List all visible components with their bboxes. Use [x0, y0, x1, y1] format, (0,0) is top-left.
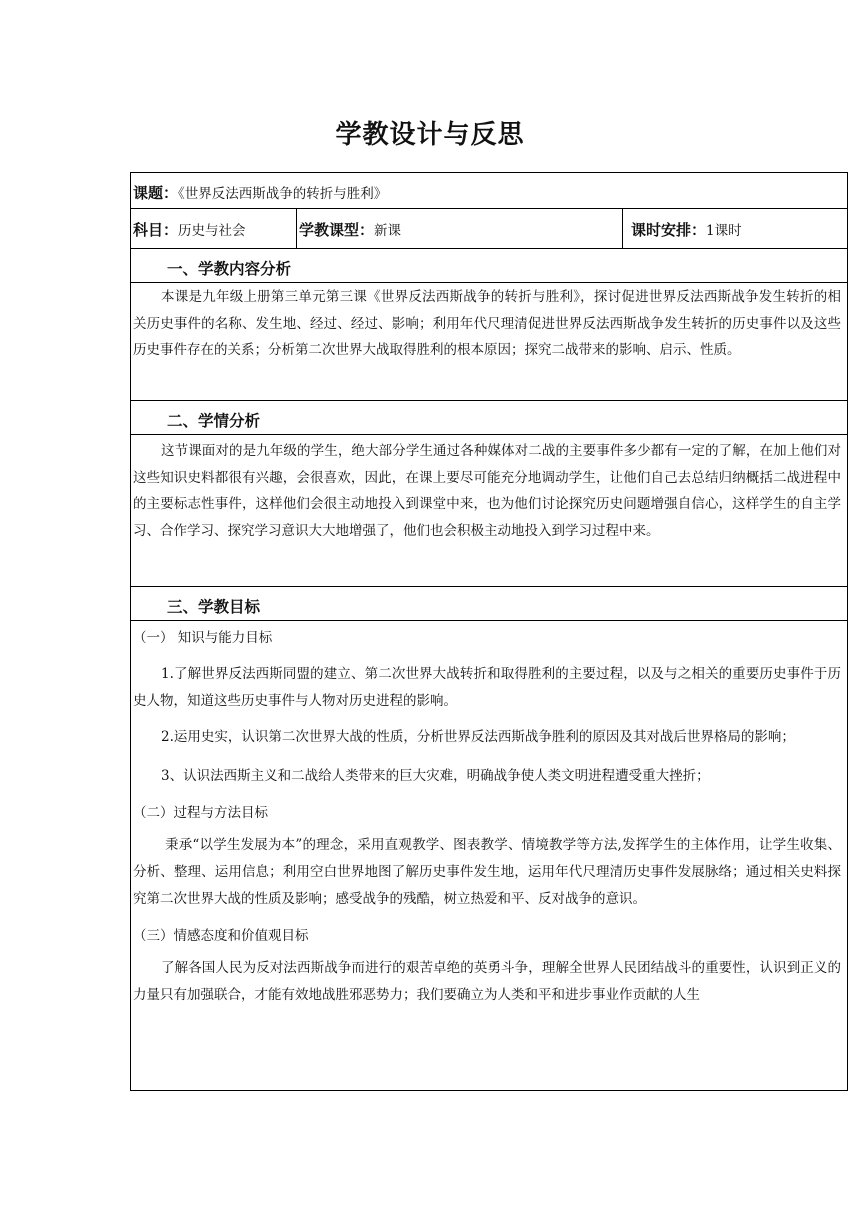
knowledge-goals-heading: （一） 知识与能力目标 [133, 630, 273, 646]
learner-analysis-text: 这节课面对的是九年级的学生，绝大部分学生通过各种媒体对二战的主要事件多少都有一定的了解，在加上他们对这些知识史料都很有兴趣，会很喜欢，因此，在课上要尽可能充分地调动学生，让他们自己去总结归纳概括二战进程中的主要标志性事件，这样他们会很主动地投入到课堂中来，也为他们讨论探究历史问题增强自信心，这样学生的自主学习、合作学习、探究学习意识大大地增强了，他们也会积极主动地投入到学习过程中来。 [133, 443, 841, 539]
knowledge-goal-item: 2.运用史实，认识第二次世界大战的性质，分析世界反法西斯战争胜利的原因及其对战后世界格局的影响； [161, 729, 795, 745]
subject-value: 历史与社会 [178, 223, 246, 239]
schedule-label: 课时安排： [631, 221, 707, 239]
goals-cell [131, 621, 847, 1091]
subject-cell [131, 209, 297, 248]
knowledge-goal-item: 1.了解世界反法西斯同盟的建立、第二次世界大战转折和取得胜利的主要过程，以及与之相关的重要历史事件于历史人物，知道这些历史事件与人物对历史进程的影响。 [133, 666, 841, 709]
emotion-goals-text: 了解各国人民为反对法西斯战争而进行的艰苦卓绝的英勇斗争，理解全世界人民团结战斗的重要性，认识到正义的力量只有加强联合，才能有效地战胜邪恶势力；我们要确立为人类和平和进步事业作贡献的人生 [133, 960, 841, 1003]
topic-value: 《世界反法西斯战争的转折与胜利》 [178, 186, 388, 202]
process-goals-heading: （二）过程与方法目标 [133, 805, 268, 821]
lesson-type-label: 学教课型： [299, 221, 375, 239]
content-analysis-text: 本课是九年级上册第三单元第三课《世界反法西斯战争的转折与胜利》，探讨促进世界反法西斯战争发生转折的相关历史事件的名称、发生地、经过、经过、影响；利用年代尺理清促进世界反法西斯战争发生转折的历史事件以及这些历史事件存在的关系；分析第二次世界大战取得胜利的根本原因；探究二战带来的影响、启示、性质。 [133, 289, 841, 358]
process-goals-text: 秉承“以学生发展为本”的理念，采用直观教学、图表教学、情境教学等方法,发挥学生的主体作用，让学生收集、分析、整理、运用信息；利用空白世界地图了解历史事件发生地，运用年代尺理清历史事件发展脉络；通过相关史料探究第二次世界大战的性质及影响；感受战争的残酷，树立热爱和平、反对战争的意识。 [133, 837, 841, 907]
schedule-cell [623, 209, 847, 248]
section-heading-content: 一、学教内容分析 [131, 249, 847, 283]
emotion-goals-heading: （三）情感态度和价值观目标 [133, 928, 309, 944]
learner-analysis-cell [131, 435, 847, 587]
lesson-plan-table [130, 172, 848, 1091]
subject-row [131, 209, 847, 249]
subject-label: 科目： [133, 221, 179, 239]
topic-row [131, 173, 847, 209]
content-analysis-cell [131, 283, 847, 401]
document-title: 学教设计与反思 [335, 120, 525, 150]
schedule-value: 1课时 [706, 223, 742, 239]
lesson-type-value: 新课 [374, 223, 402, 239]
lesson-type-cell [297, 209, 623, 248]
section-heading-learner: 二、学情分析 [131, 401, 847, 435]
topic-label: 课题： [133, 184, 179, 202]
knowledge-goal-item: 3、认识法西斯主义和二战给人类带来的巨大灾难，明确战争使人类文明进程遭受重大挫折； [161, 768, 710, 784]
section-heading-goals: 三、学教目标 [131, 587, 847, 621]
